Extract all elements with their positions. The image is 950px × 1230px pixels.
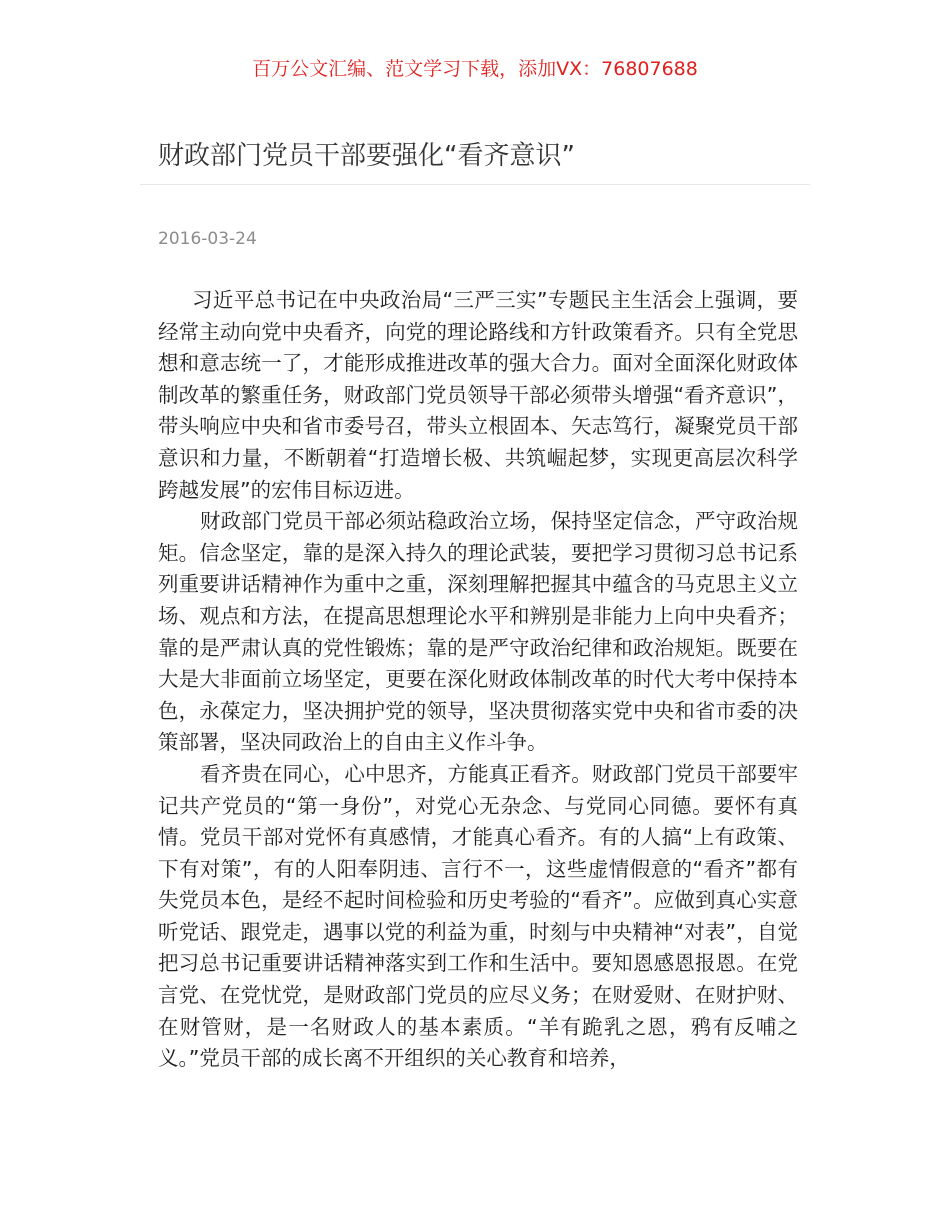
article-date: 2016-03-24 bbox=[158, 229, 257, 249]
title-divider bbox=[140, 184, 810, 185]
article-title: 财政部门党员干部要强化“看齐意识” bbox=[158, 141, 575, 171]
article-paragraph: 习近平总书记在中央政治局“三严三实”专题民主生活会上强调，要经常主动向党中央看齐，向党的理论路线和方针政策看齐。只有全党思想和意志统一了，才能形成推进改革的强大合力。面对全面深化财政体制改革的繁重任务，财政部门党员领导干部必须带头增强“看齐意识”，带头响应中央和省市委号召，带头立根固本、矢志笃行，凝聚党员干部意识和力量，不断朝着“打造增长极、共筑崛起梦，实现更高层次科学跨越发展”的宏伟目标迈进。 bbox=[158, 288, 798, 502]
article-body bbox=[158, 285, 798, 1075]
article-paragraph: 看齐贵在同心，心中思齐，方能真正看齐。财政部门党员干部要牢记共产党员的“第一身份”，对党心无杂念、与党同心同德。要怀有真情。党员干部对党怀有真感情，才能真心看齐。有的人搞“上有政策、下有对策”，有的人阳奉阴违、言行不一，这些虚情假意的“看齐”都有失党员本色，是经不起时间检验和历史考验的“看齐”。应做到真心实意听党话、跟党走，遇事以党的利益为重，时刻与中央精神“对表”，自觉把习总书记重要讲话精神落实到工作和生活中。要知恩感恩报恩。在党言党、在党忧党，是财政部门党员的应尽义务；在财爱财、在财护财、在财管财，是一名财政人的基本素质。“羊有跪乳之恩，鸦有反哺之义。”党员干部的成长离不开组织的关心教育和培养， bbox=[158, 761, 798, 1071]
promo-banner: 百万公文汇编、范文学习下载，添加VX：76807688 bbox=[252, 58, 698, 80]
article-paragraph: 财政部门党员干部必须站稳政治立场，保持坚定信念，严守政治规矩。信念坚定，靠的是深入持久的理论武装，要把学习贯彻习总书记系列重要讲话精神作为重中之重，深刻理解把握其中蕴含的马克思主义立场、观点和方法，在提高思想理论水平和辨别是非能力上向中央看齐；靠的是严肃认真的党性锻炼；靠的是严守政治纪律和政治规矩。既要在大是大非面前立场坚定，更要在深化财政体制改革的时代大考中保持本色，永葆定力，坚决拥护党的领导，坚决贯彻落实党中央和省市委的决策部署，坚决同政治上的自由主义作斗争。 bbox=[158, 509, 798, 755]
